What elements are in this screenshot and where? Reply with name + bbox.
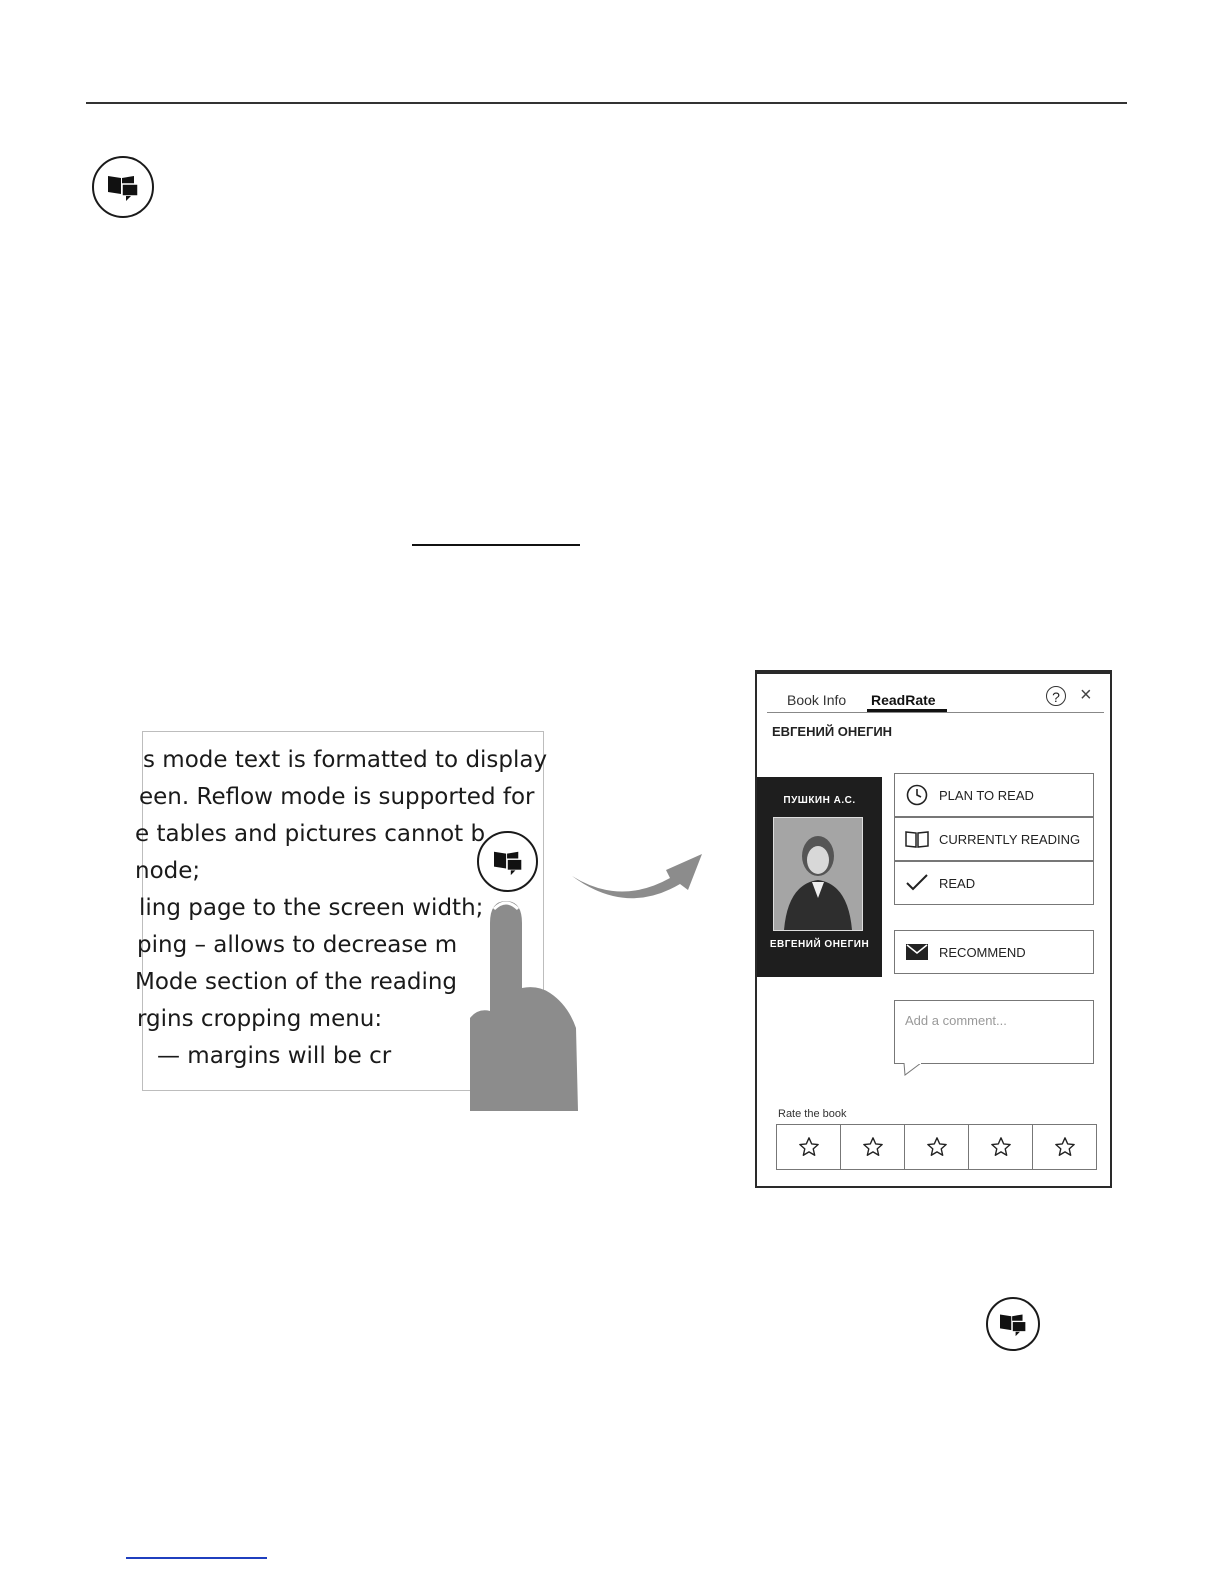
active-tab-indicator xyxy=(867,709,947,712)
comment-placeholder: Add a comment... xyxy=(905,1013,1007,1028)
link-underline xyxy=(126,1557,267,1559)
excerpt-line: — margins will be cr xyxy=(157,1043,392,1069)
cover-portrait xyxy=(773,817,863,931)
tab-book-info[interactable]: Book Info xyxy=(787,692,847,708)
envelope-icon xyxy=(905,940,929,964)
read-label: READ xyxy=(939,875,976,891)
header-rule xyxy=(86,102,1127,104)
comment-field[interactable] xyxy=(894,1000,1094,1064)
star-icon[interactable] xyxy=(777,1125,841,1169)
rate-label: Rate the book xyxy=(778,1108,847,1120)
close-icon[interactable]: × xyxy=(1080,684,1092,706)
check-icon xyxy=(905,871,929,895)
plan-to-read-button[interactable] xyxy=(894,773,1094,817)
book-icon xyxy=(905,827,929,851)
excerpt-line: Mode section of the reading xyxy=(135,969,458,995)
recommend-label: RECOMMEND xyxy=(939,944,1026,960)
readrate-icon[interactable] xyxy=(477,831,538,892)
recommend-button[interactable] xyxy=(894,930,1094,974)
star-icon[interactable] xyxy=(841,1125,905,1169)
curved-arrow-icon xyxy=(570,848,706,908)
excerpt-line: ling page to the screen width; xyxy=(139,895,484,921)
excerpt-line: node; xyxy=(135,858,201,884)
excerpt-line: rgins cropping menu: xyxy=(137,1006,383,1032)
plan-to-read-label: PLAN TO READ xyxy=(939,787,1034,803)
readrate-icon xyxy=(92,156,154,218)
help-icon[interactable]: ? xyxy=(1046,686,1066,706)
read-button[interactable] xyxy=(894,861,1094,905)
currently-reading-button[interactable] xyxy=(894,817,1094,861)
hand-pointer-icon xyxy=(468,893,580,1111)
tab-readrate[interactable]: ReadRate xyxy=(871,692,936,708)
excerpt-line: een. Reflow mode is supported for xyxy=(139,784,535,810)
link-underline xyxy=(412,544,580,546)
excerpt-line: ping – allows to decrease m xyxy=(137,932,458,958)
cover-title: ЕВГЕНИЙ ОНЕГИН xyxy=(769,939,870,950)
book-title: ЕВГЕНИЙ ОНЕГИН xyxy=(772,724,893,739)
star-rating xyxy=(776,1124,1097,1170)
excerpt-line: s mode text is formatted to display xyxy=(143,747,548,773)
cover-author: ПУШКИН А.С. xyxy=(783,795,856,806)
currently-reading-label: CURRENTLY READING xyxy=(939,831,1081,847)
star-icon[interactable] xyxy=(969,1125,1033,1169)
speech-tail-icon xyxy=(903,1063,925,1077)
book-info-panel xyxy=(755,670,1112,1188)
book-cover xyxy=(757,777,882,977)
readrate-sync-icon xyxy=(986,1297,1040,1351)
clock-icon xyxy=(905,783,929,807)
excerpt-line: e tables and pictures cannot b xyxy=(135,821,486,847)
star-icon[interactable] xyxy=(1033,1125,1096,1169)
star-icon[interactable] xyxy=(905,1125,969,1169)
